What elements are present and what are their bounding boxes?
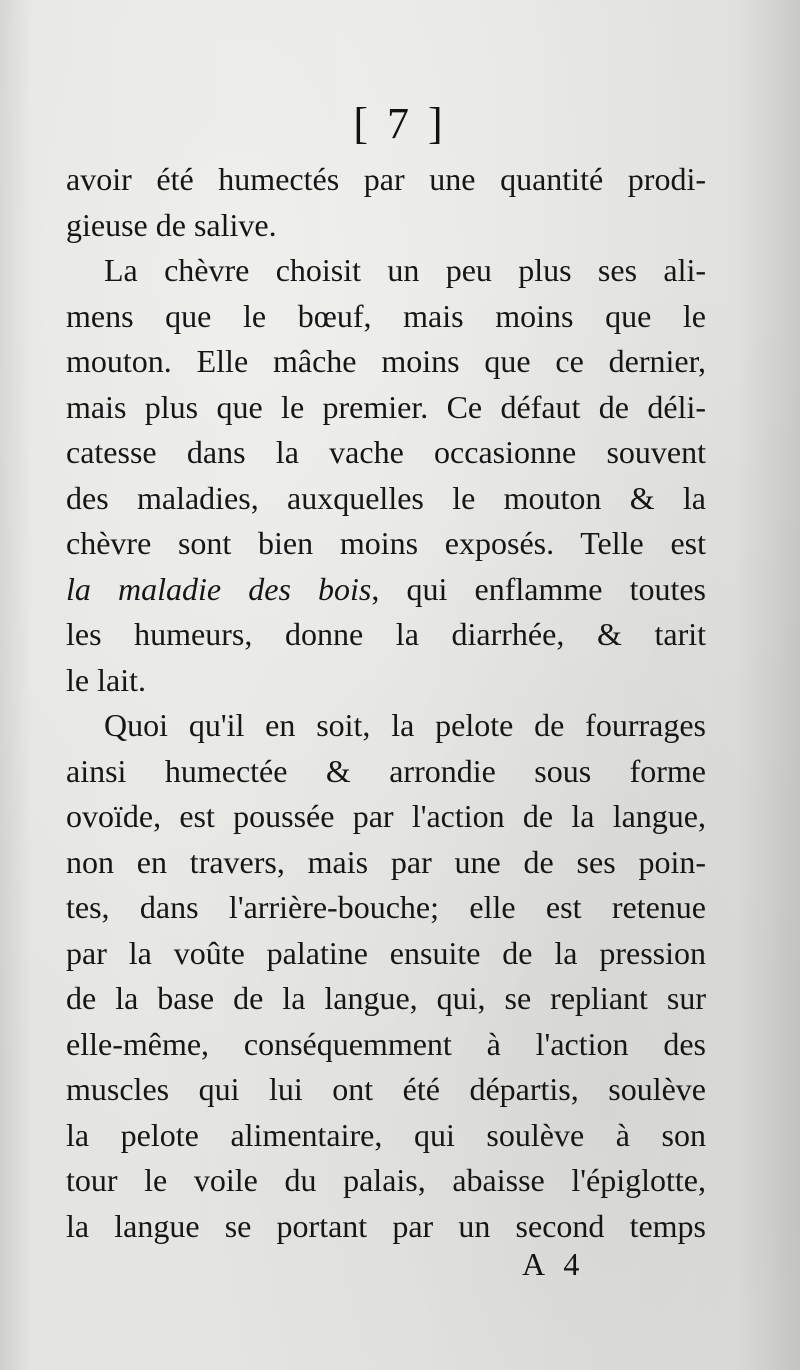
text-line: le lait. <box>66 661 146 698</box>
text-line: mens que le bœuf, mais moins que le <box>66 297 706 334</box>
text-line: la maladie des bois, qui enflamme toutes <box>66 570 706 607</box>
text-line: la pelote alimentaire, qui soulève à son <box>66 1116 706 1153</box>
text-line: ainsi humectée & arrondie sous forme <box>66 752 706 789</box>
text-line: la langue se portant par un second temps <box>66 1207 706 1244</box>
text-line: muscles qui lui ont été départis, soulève <box>66 1071 706 1107</box>
text-line: tour le voile du palais, abaisse l'épiglotte, <box>66 1162 706 1198</box>
text-line: des maladies, auxquelles le mouton & la <box>66 479 706 516</box>
text-line: par la voûte palatine ensuite de la pression <box>66 934 706 971</box>
text-line: mais plus que le premier. Ce défaut de déli- <box>66 388 706 425</box>
text-line: de la base de la langue, qui, se repliant sur <box>66 980 706 1016</box>
text-line: les humeurs, donne la diarrhée, & tarit <box>66 616 706 652</box>
text-line: elle-même, conséquemment à l'action des <box>66 1025 706 1062</box>
text-line: ovoïde, est poussée par l'action de la langue, <box>66 798 706 834</box>
text-line: mouton. Elle mâche moins que ce dernier, <box>66 343 706 379</box>
text-line: gieuse de salive. <box>66 206 277 243</box>
text-line: Quoi qu'il en soit, la pelote de fourrages <box>104 707 706 743</box>
text-line: catesse dans la vache occasionne souvent <box>66 434 706 470</box>
text-line: non en travers, mais par une de ses poin- <box>66 843 706 880</box>
text-line: La chèvre choisit un peu plus ses ali- <box>104 252 706 288</box>
printer-signature: A 4 <box>522 1246 586 1282</box>
text-line: avoir été humectés par une quantité prodi- <box>66 161 706 197</box>
page-number-header: [ 7 ] <box>353 99 447 148</box>
text-line: chèvre sont bien moins exposés. Telle est <box>66 525 706 561</box>
body-text <box>66 157 706 1249</box>
italic-phrase: la maladie des bois <box>66 570 372 607</box>
text-line: tes, dans l'arrière-bouche; elle est retenue <box>66 889 706 925</box>
